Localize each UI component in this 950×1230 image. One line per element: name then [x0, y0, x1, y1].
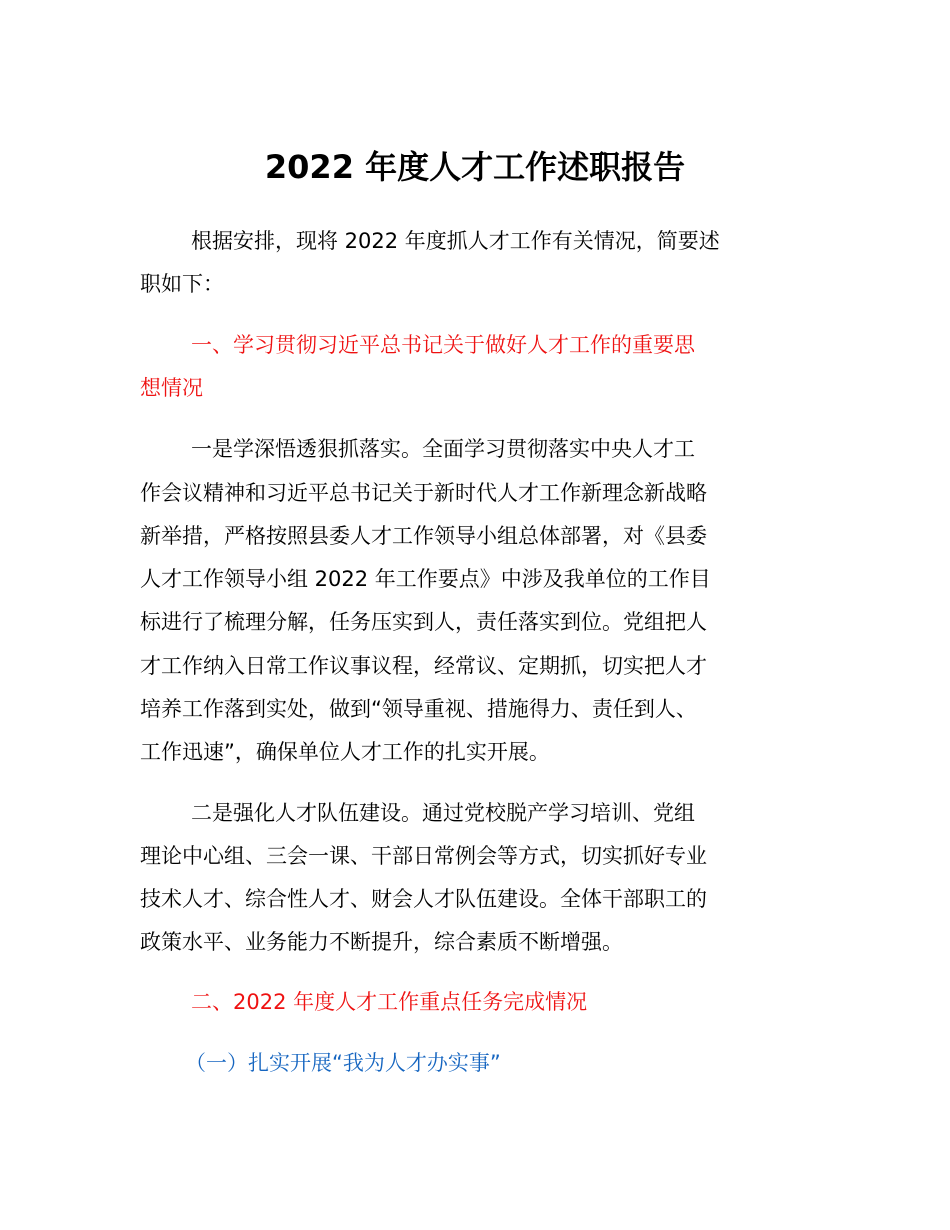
para1-line-1: 一是学深悟透狠抓落实。全面学习贯彻落实中央人才工: [191, 437, 695, 461]
subsection1-heading: （一）扎实开展“我为人才办实事”: [185, 1051, 501, 1075]
section1-heading-line-1: 一、学习贯彻习近平总书记关于做好人才工作的重要思: [191, 333, 695, 357]
para1-line-3: 新举措，严格按照县委人才工作领导小组总体部署，对《县委: [140, 524, 707, 548]
para1-line-4: 人才工作领导小组 2022 年工作要点》中涉及我单位的工作目: [140, 567, 711, 591]
para1-line-7: 培养工作落到实处，做到“领导重视、措施得力、责任到人、: [140, 697, 697, 721]
para2-line-1: 二是强化人才队伍建设。通过党校脱产学习培训、党组: [191, 801, 695, 825]
para2-line-3: 技术人才、综合性人才、财会人才队伍建设。全体干部职工的: [140, 887, 707, 911]
section2-heading: 二、2022 年度人才工作重点任务完成情况: [191, 990, 588, 1014]
para1-line-2: 作会议精神和习近平总书记关于新时代人才工作新理念新战略: [140, 481, 707, 505]
para1-line-6: 才工作纳入日常工作议事议程，经常议、定期抓，切实把人才: [140, 654, 707, 678]
section1-heading-line-2: 想情况: [140, 376, 203, 400]
intro-line-2: 职如下：: [140, 272, 224, 296]
document-title: 2022 年度人才工作述职报告: [264, 148, 686, 186]
para1-line-5: 标进行了梳理分解，任务压实到人，责任落实到位。党组把人: [140, 610, 707, 634]
para2-line-4: 政策水平、业务能力不断提升，综合素质不断增强。: [140, 930, 623, 954]
intro-line-1: 根据安排，现将 2022 年度抓人才工作有关情况，简要述: [191, 229, 720, 253]
para1-line-8: 工作迅速”，确保单位人才工作的扎实开展。: [140, 740, 550, 764]
para2-line-2: 理论中心组、三会一课、干部日常例会等方式，切实抓好专业: [140, 844, 707, 868]
